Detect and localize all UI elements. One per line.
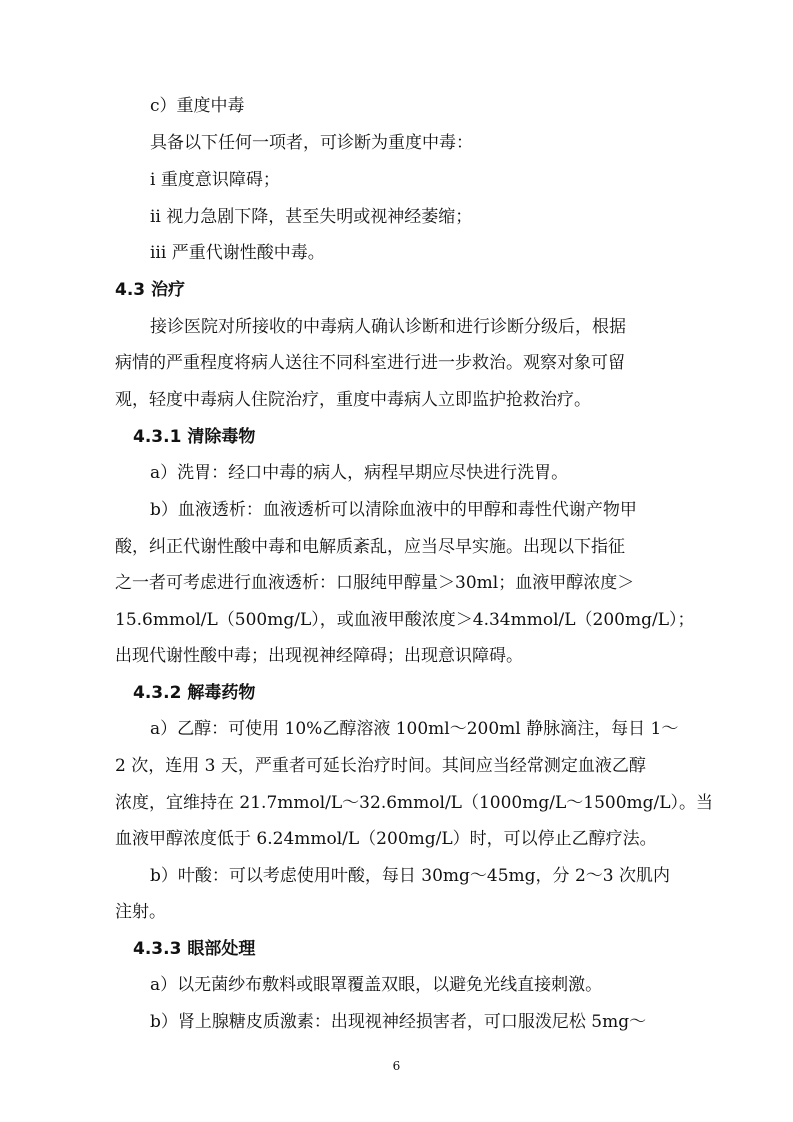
paragraph-line: 注射。 (115, 902, 166, 922)
criterion-i: i 重度意识障碍； (150, 170, 280, 190)
severe-poisoning-label: c）重度中毒 (150, 96, 245, 116)
severe-criteria-intro: 具备以下任何一项者，可诊断为重度中毒： (150, 133, 473, 153)
criterion-iii: iii 严重代谢性酸中毒。 (150, 243, 325, 263)
paragraph-line: a）以无菌纱布敷料或眼罩覆盖双眼，以避免光线直接刺激。 (150, 975, 603, 995)
paragraph-line: 15.6mmol/L（500mg/L），或血液甲酸浓度＞4.34mmol/L（200mg/L）； (115, 610, 695, 630)
paragraph-line: 出现代谢性酸中毒；出现视神经障碍；出现意识障碍。 (115, 646, 523, 666)
paragraph-line: b）肾上腺糖皮质激素：出现视神经损害者，可口服泼尼松 5mg～ (150, 1012, 647, 1032)
paragraph-line: 血液甲醇浓度低于 6.24mmol/L（200mg/L）时，可以停止乙醇疗法。 (115, 829, 657, 849)
criterion-ii: ii 视力急剧下降，甚至失明或视神经萎缩； (150, 207, 473, 227)
paragraph-line: b）血液透析：血液透析可以清除血液中的甲醇和毒性代谢产物甲 (150, 500, 637, 520)
section-heading-4-3-2: 4.3.2 解毒药物 (133, 683, 256, 703)
paragraph-line: 之一者可考虑进行血液透析：口服纯甲醇量＞30ml；血液甲醇浓度＞ (115, 573, 635, 593)
page-number: 6 (392, 1059, 401, 1073)
section-heading-4-3-3: 4.3.3 眼部处理 (133, 939, 256, 959)
paragraph-line: a）洗胃：经口中毒的病人，病程早期应尽快进行洗胃。 (150, 463, 569, 483)
section-heading-4-3: 4.3 治疗 (115, 280, 186, 300)
paragraph-line: 接诊医院对所接收的中毒病人确认诊断和进行诊断分级后，根据 (150, 317, 626, 337)
paragraph-line: b）叶酸：可以考虑使用叶酸，每日 30mg～45mg，分 2～3 次肌内 (150, 866, 670, 886)
paragraph-line: 酸，纠正代谢性酸中毒和电解质紊乱，应当尽早实施。出现以下指征 (115, 537, 625, 557)
paragraph-line: a）乙醇：可使用 10%乙醇溶液 100ml～200ml 静脉滴注，每日 1～ (150, 719, 679, 739)
paragraph-line: 病情的严重程度将病人送往不同科室进行进一步救治。观察对象可留 (115, 353, 625, 373)
paragraph-line: 浓度，宜维持在 21.7mmol/L～32.6mmol/L（1000mg/L～1500mg/L）。当 (115, 793, 714, 813)
paragraph-line: 2 次，连用 3 天，严重者可延长治疗时间。其间应当经常测定血液乙醇 (115, 756, 646, 776)
paragraph-line: 观，轻度中毒病人住院治疗，重度中毒病人立即监护抢救治疗。 (115, 390, 591, 410)
section-heading-4-3-1: 4.3.1 清除毒物 (133, 427, 256, 447)
